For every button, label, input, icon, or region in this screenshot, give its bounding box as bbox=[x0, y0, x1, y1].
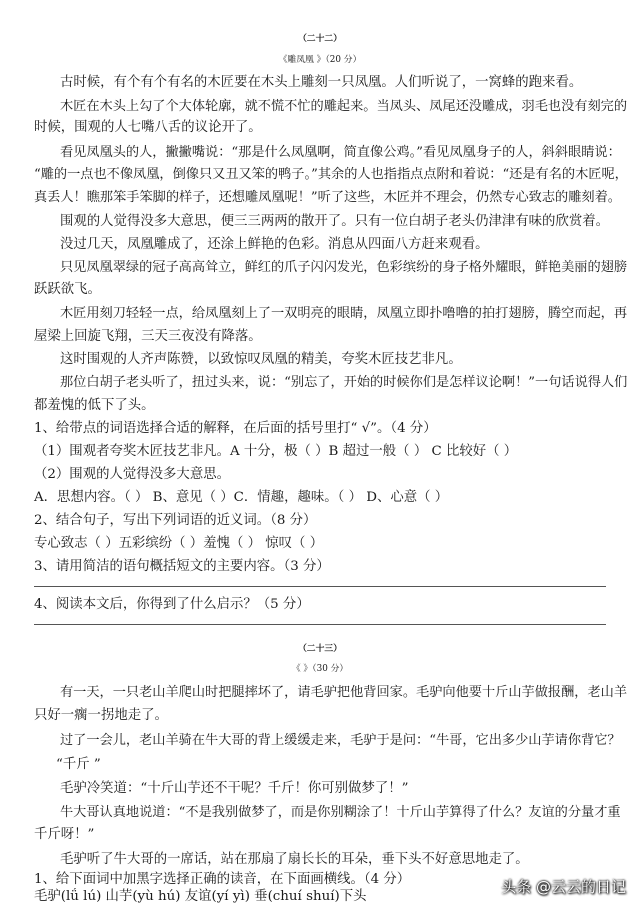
watermark: 头条 @云云的日记 bbox=[501, 878, 626, 896]
section23-title: 《 》（30 分） bbox=[291, 664, 349, 674]
section22-line: 古时候，有个有个有名的木匠要在木头上雕刻一只凤凰。人们听说了，一窝蜂的跑来看。 bbox=[60, 75, 583, 90]
section22-line: 都羞愧的低下了头。 bbox=[34, 398, 155, 413]
section22-line: 时候，围观的人七嘴八舌的议论开了。 bbox=[34, 120, 262, 135]
section22-line: 跃跃欲飞。 bbox=[34, 282, 101, 297]
section22-line: 只见凤凰翠绿的冠子高高耸立，鲜红的爪子闪闪发光，色彩缤纷的身子格外耀眼，鲜艳美丽的翅膀 bbox=[60, 260, 628, 275]
section23-line: 毛驴冷笑道：“十斤山芋还不干呢？千斤！你可别做梦了！” bbox=[60, 781, 409, 796]
question-4: 4、阅读本文后，你得到了什么启示？（5 分） bbox=[34, 597, 310, 612]
section22-line: 这时围观的人齐声陈赞，以致惊叹凤凰的精美，夸奖木匠技艺非凡。 bbox=[60, 352, 462, 367]
question-2-words: 专心致志（ ）五彩缤纷（ ）羞愧（ ） 惊叹（ ） bbox=[34, 536, 324, 551]
question-3: 3、请用简洁的语句概括短文的主要内容。（3 分） bbox=[34, 559, 330, 574]
section23-question-1-words: 毛驴(lǘ lú) 山芋(yù hú) 友谊(yí yì) 垂(chuí shuí)下头 bbox=[34, 889, 367, 904]
section22-line: 木匠在木头上勾了个大体轮廓，就不慌不忙的雕起来。当凤头、凤尾还没雕成，羽毛也没有刻完的 bbox=[60, 99, 628, 114]
section22-line: 木匠用刻刀轻轻一点，给凤凰刻上了一双明亮的眼睛，凤凰立即扑噜噜的拍打翅膀，腾空而起，再 bbox=[60, 306, 628, 321]
section22-line: 围观的人觉得没多大意思，便三三两两的散开了。只有一位白胡子老头仍津津有味的欣赏着。 bbox=[60, 214, 610, 229]
section23-line: 千斤呀！” bbox=[34, 827, 95, 842]
question-1-options: A．思想内容。（ ） B、意见（ ）C．情趣，趣味。（ ） D、心意（ ） bbox=[34, 490, 449, 505]
answer-line[interactable] bbox=[34, 586, 606, 587]
section22-title: 《雕凤凰 》（20 分） bbox=[278, 55, 362, 65]
section23-line: 毛驴听了牛大哥的一席话，站在那扇了扇长长的耳朵，垂下头不好意思地走了。 bbox=[60, 852, 529, 867]
section22-line: 看见凤凰头的人，撇撇嘴说：“那是什么凤凰啊，简直像公鸡。”看见凤凰身子的人，斜斜眼睛说： bbox=[60, 145, 621, 160]
answer-line[interactable] bbox=[34, 624, 606, 625]
section23-line: 牛大哥认真地说道：“不是我别做梦了，而是你别糊涂了！十斤山芋算得了什么？友谊的分量才重 bbox=[60, 805, 621, 820]
section22-line: 没过几天，凤凰雕成了，还涂上鲜艳的色彩。消息从四面八方赶来观看。 bbox=[60, 237, 489, 252]
section23-line: “千斤 ” bbox=[56, 757, 101, 772]
section23-heading: （二十三） bbox=[298, 644, 342, 654]
question-1-item-2: （2）围观的人觉得没多大意思。 bbox=[34, 467, 230, 482]
section23-question-1: 1、给下面词中加黑字选择正确的读音，在下面画横线。（4 分） bbox=[34, 872, 411, 887]
section22-line: “雕的一点也不像凤凰，倒像只又丑又笨的鸭子。”其余的人也指指点点附和着说：“还是有名的木匠呢， bbox=[34, 167, 628, 182]
section22-heading: （二十二） bbox=[298, 34, 342, 44]
section22-line: 屋梁上回旋飞翔，三天三夜没有降落。 bbox=[34, 329, 262, 344]
question-2: 2、结合句子，写出下列词语的近义词。（8 分） bbox=[34, 513, 317, 528]
question-1-item-1: （1）围观者夸奖木匠技艺非凡。A 十分，极（ ）B 超过一般（ ） C 比较好（ ） bbox=[34, 444, 518, 459]
section23-line: 有一天，一只老山羊爬山时把腿摔坏了，请毛驴把他背回家。毛驴向他要十斤山芋做报酬，老山羊 bbox=[60, 685, 628, 700]
question-1: 1、给带点的词语选择合适的解释，在后面的括号里打“ √”。（4 分） bbox=[34, 421, 437, 436]
section23-line: 只好一瘸一拐地走了。 bbox=[34, 708, 168, 723]
section22-line: 真丢人！瞧那笨手笨脚的样子，还想雕凤凰呢！”听了这些，木匠并不理会，仍然专心致志的雕刻着。 bbox=[34, 190, 621, 205]
section22-line: 那位白胡子老头听了，扭过头来，说：“别忘了，开始的时候你们是怎样议论啊！”一句话说得人们 bbox=[60, 375, 628, 390]
section23-line: 过了一会儿，老山羊骑在牛大哥的背上缓缓走来，毛驴于是问：“牛哥，它出多少山芋请你背它？ bbox=[60, 733, 621, 748]
